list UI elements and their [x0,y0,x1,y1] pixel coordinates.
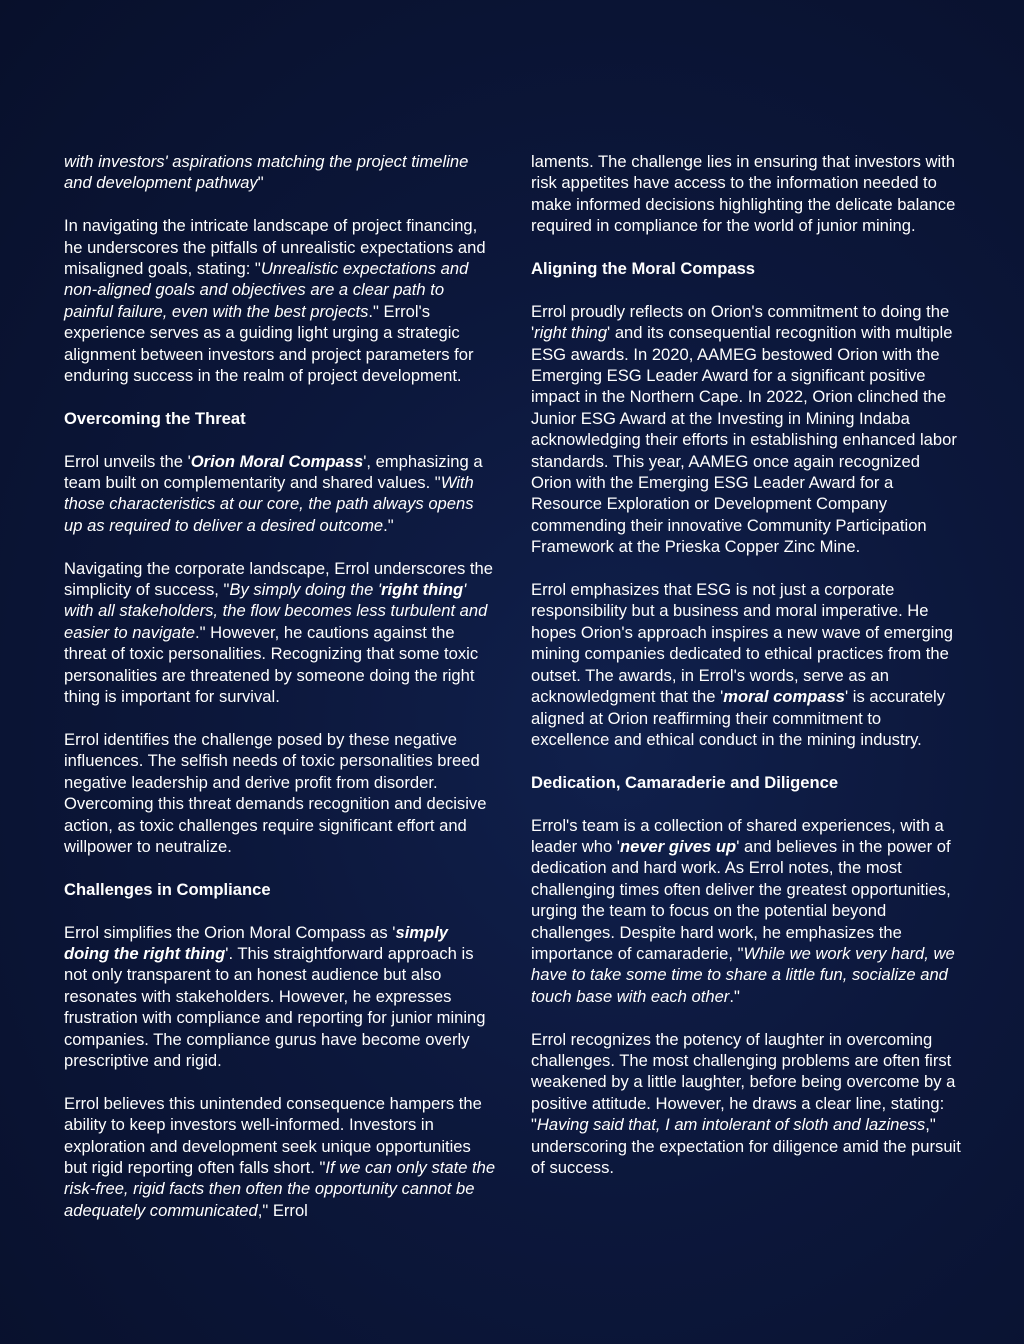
emphasis: Orion Moral Compass [190,451,364,471]
quote: With those characteristics at our core, the path always opens up as required to deliver a desired outcome [64,473,474,535]
paragraph: Errol proudly reflects on Orion's commitment to doing the 'right thing' and its consequential recognition with multiple ESG awards. In 2020, AAMEG bestowed Orion with the Emerging ESG Leader Award for a significant positive impact in the Northern Cape. In 2022, Orion clinched the Junior ESG Award at the Investing in Mining Indaba acknowledging their efforts in establishing enhanced labor standards. This year, AAMEG once again recognized Orion with the Emerging ESG Leader Award for a Resource Exploration or Development Company commending their innovative Community Participation Framework at the Prieska Copper Zinc Mine. [531,301,957,557]
quote: with investors' aspirations matching the project timeline and development pathway [64,152,469,193]
quote: If we can only state the risk-free, rigid facts then often the opportunity cannot be adequately communicated [64,1157,496,1220]
section-heading: Overcoming the Threat [64,408,246,428]
quote: While we work very hard, we have to take some time to share a little fun, socialize and touch base with each other [531,943,955,1006]
emphasis: right thing [381,580,464,600]
paragraph: Errol recognizes the potency of laughter in overcoming challenges. The most challenging problems are often first weakened by a little laughter, before being overcome by a positive attitude. However, he draws a clear line, stating: "Having said that, I am intolerant of sloth and laziness," underscoring the expectation for diligence amid the pursuit of success. [531,1029,961,1177]
paragraph: Errol's team is a collection of shared experiences, with a leader who 'never gives up' and believes in the power of dedication and hard work. As Errol notes, the most challenging times often deliver the greatest opportunities, urging the team to focus on the potential beyond challenges. Despite hard work, he emphasizes the importance of camaraderie, "While we work very hard, we have to take some time to share a little fun, socialize and touch base with each other." [531,815,955,1006]
paragraph: laments. The challenge lies in ensuring that investors with risk appetites have access to the information needed to make informed decisions highlighting the delicate balance required in compliance for the world of junior mining. [531,152,956,236]
section-heading: Dedication, Camaraderie and Diligence [531,772,839,792]
paragraph: Errol simplifies the Orion Moral Compass as 'simply doing the right thing'. This straightforward approach is not only transparent to an honest audience but also resonates with stakeholders. However, he expresses frustration with compliance and reporting for junior mining companies. The compliance gurus have become overly prescriptive and rigid. [64,922,486,1070]
paragraph: with investors' aspirations matching the project timeline and development pathway" [64,152,469,193]
quote: Unrealistic expectations and non-aligned goals and objectives are a clear path to painful failure, even with the best projects [64,259,469,321]
emphasis: never gives up [619,836,737,856]
paragraph: Errol emphasizes that ESG is not just a corporate responsibility but a business and moral imperative. He hopes Orion's approach inspires a new wave of emerging mining companies dedicated to ethical practices from the outset. The awards, in Errol's words, serve as an acknowledgment that the 'moral compass' is accurately aligned at Orion reaffirming their commitment to excellence and ethical conduct in the mining industry. [531,580,953,749]
paragraph: Navigating the corporate landscape, Errol underscores the simplicity of success, "By simply doing the 'right thing' with all stakeholders, the flow becomes less turbulent and easier to navigate." However, he cautions against the threat of toxic personalities. Recognizing that some toxic personalities are threatened by someone doing the right thing is important for survival. [64,558,493,707]
quote: ' with all stakeholders, the flow becomes less turbulent and easier to navigate [64,580,488,642]
emphasis: simply doing the right thing [64,922,449,963]
paragraph: Errol identifies the challenge posed by these negative influences. The selfish needs of toxic personalities breed negative leadership and derive profit from disorder. Overcoming this threat demands recognition and decisive action, as toxic challenges require significant effort and willpower to neutralize. [64,729,487,856]
quote: Having said that, I am intolerant of sloth and laziness [536,1115,926,1135]
left-column [64,151,496,1243]
quote: By simply doing the ' [229,580,382,600]
emphasis: moral compass [723,687,846,707]
right-column [531,151,963,1200]
paragraph: Errol unveils the 'Orion Moral Compass', emphasizing a team built on complementarity and shared values. "With those characteristics at our core, the path always opens up as required to deliver a desired outcome." [64,451,483,535]
emphasis: right thing [534,323,608,343]
paragraph: In navigating the intricate landscape of project financing, he underscores the pitfalls of unrealistic expectations and misaligned goals, stating: "Unrealistic expectations and non-aligned goals and objectives are a clear path to painful failure, even with the best projects." Errol's experience serves as a guiding light urging a strategic alignment between investors and project parameters for enduring success in the realm of project development. [64,216,486,386]
section-heading: Challenges in Compliance [64,879,271,899]
section-heading: Aligning the Moral Compass [531,259,756,279]
paragraph: Errol believes this unintended consequence hampers the ability to keep investors well-informed. Investors in exploration and development seek unique opportunities but rigid reporting often falls short. "If we can only state the risk-free, rigid facts then often the opportunity cannot be adequately communicated," Errol [64,1093,496,1220]
